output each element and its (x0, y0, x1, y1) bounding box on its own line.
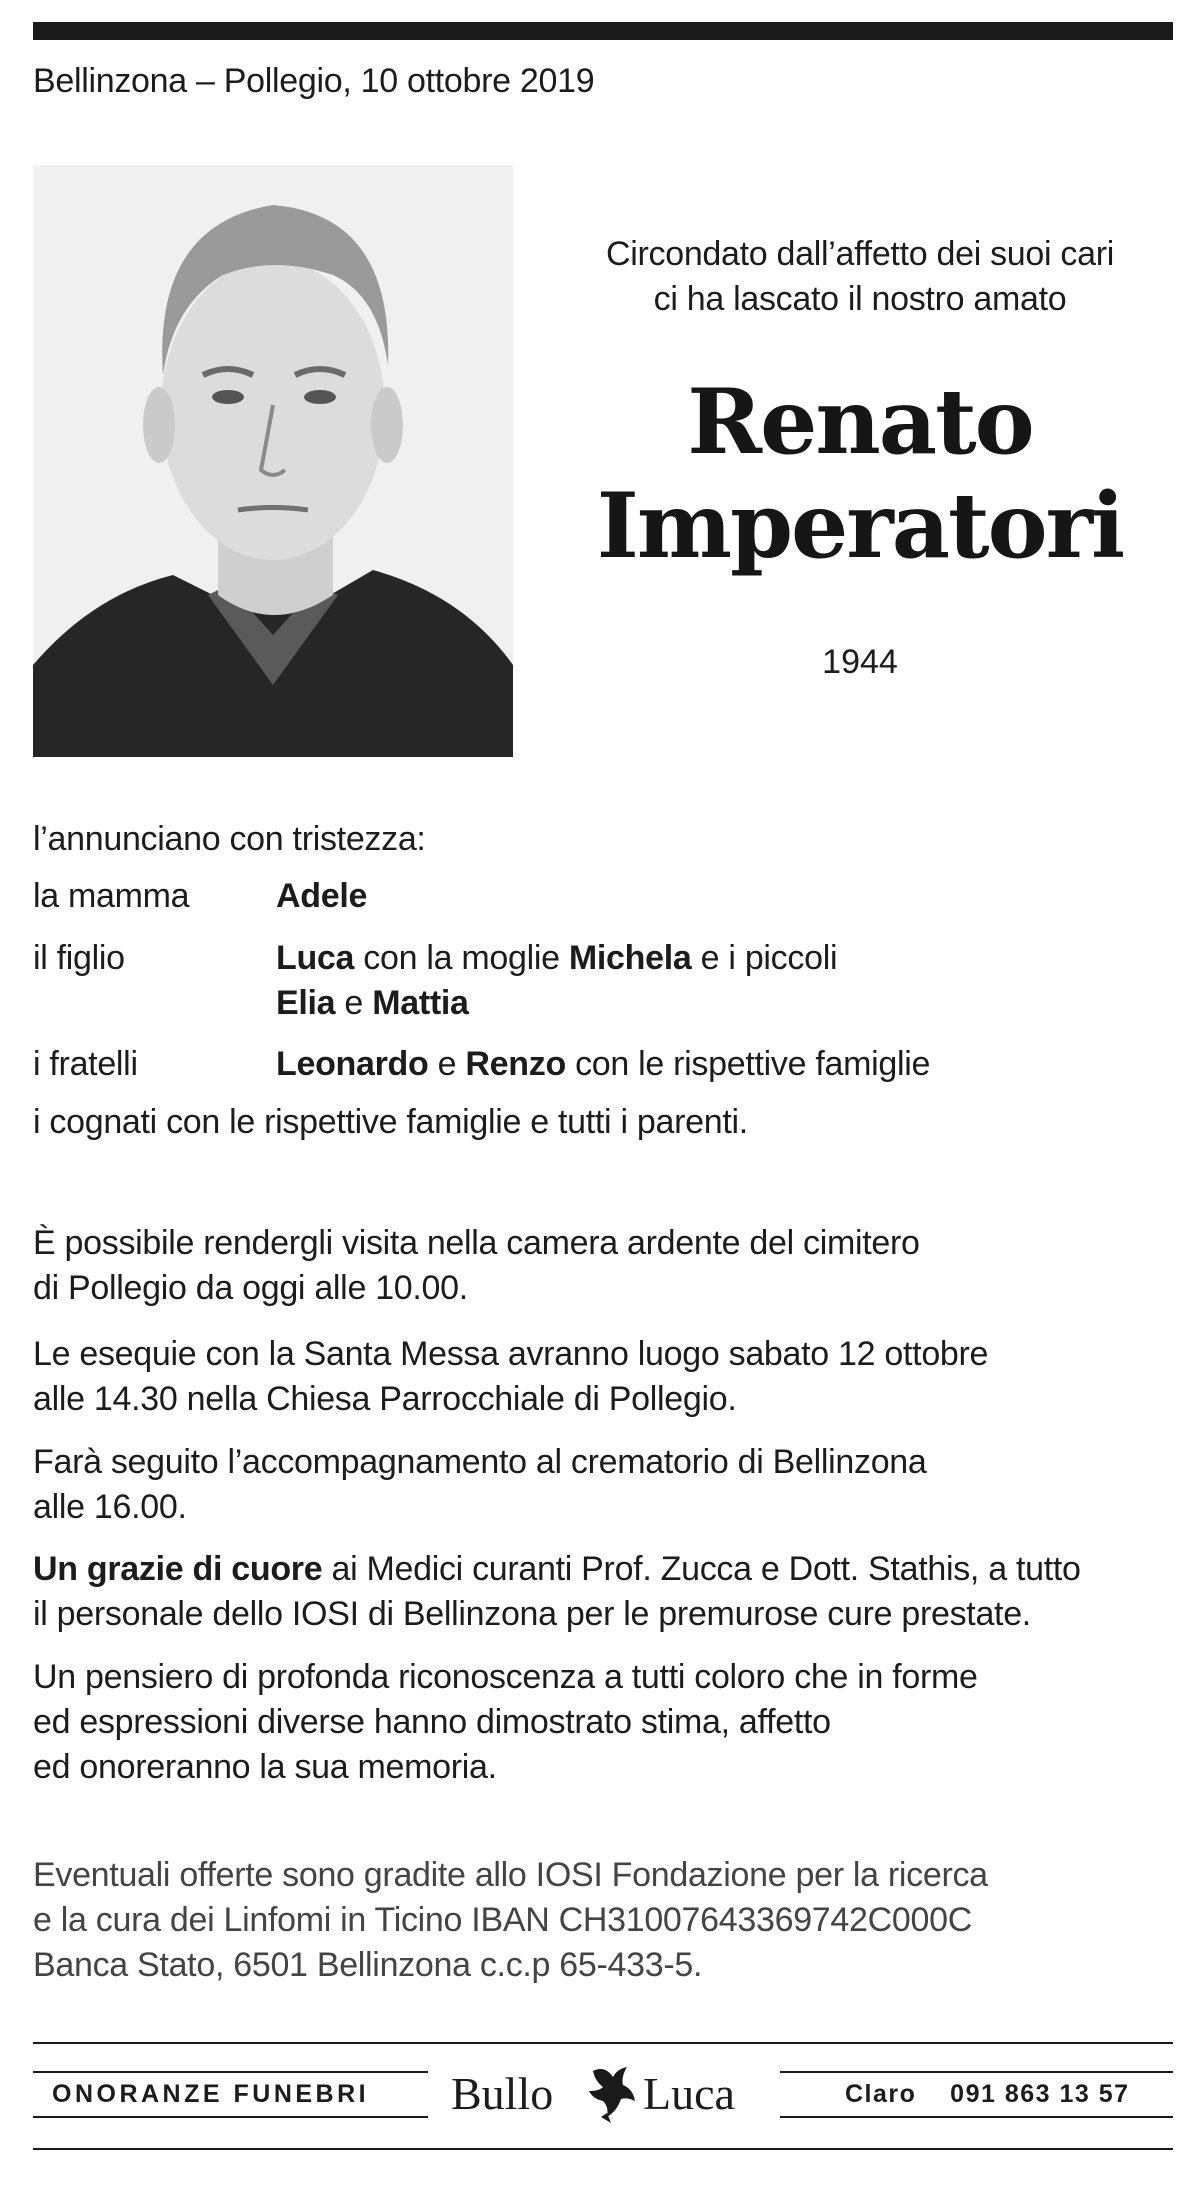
intro-text (560, 232, 1160, 322)
footer-right-lower-rule (780, 2116, 1173, 2118)
funeral-paragraph: Le esequie con la Santa Messa avranno luogo sabato 12 ottobre alle 14.30 nella Chiesa Parrocchiale di Pollegio. (33, 1335, 989, 1418)
family-row (33, 1042, 1173, 1087)
portrait-photo (33, 165, 513, 757)
birth-year: 1944 (822, 643, 898, 681)
place-date: Bellinzona – Pollegio, 10 ottobre 2019 (33, 62, 595, 100)
family-relatives: i cognati con le rispettive famiglie e tutti i parenti. (33, 1103, 748, 1141)
family-names: Leonardo e Renzo con le rispettive famiglie (276, 1045, 931, 1083)
footer-right-upper-rule (780, 2071, 1173, 2073)
brand-name-part: Luca (643, 2068, 735, 2119)
family-relation: la mamma (33, 877, 190, 915)
brand-name-part: Bullo (451, 2068, 554, 2119)
family-row (33, 874, 1173, 919)
announce-text: l’annunciano con tristezza: (33, 820, 426, 858)
first-name: Renato (687, 369, 1033, 475)
funeral-services-label: ONORANZE FUNEBRI (52, 2080, 370, 2108)
family-names: Luca con la moglie Michela e i piccoli Elia e Mattia (276, 939, 838, 1022)
donations-paragraph: Eventuali offerte sono gradite allo IOSI Fondazione per la ricerca e la cura dei Linfomi in Ticino IBAN CH31007643369742C000C Banca Stato, 6501 Bellinzona c.c.p 65-433-5. (33, 1856, 988, 1984)
contact-location-phone: Claro 091 863 13 57 (845, 2080, 1130, 2108)
footer-bottom-rule (33, 2148, 1173, 2150)
gratitude-paragraph: Un pensiero di profonda riconoscenza a tutti coloro che in forme ed espressioni diverse hanno dimostrato stima, affetto ed onoreranno la sua memoria. (33, 1658, 978, 1786)
family-relation: i fratelli (33, 1045, 138, 1083)
thanks-paragraph: Un grazie di cuore ai Medici curanti Prof. Zucca e Dott. Stathis, a tutto il personale dello IOSI di Bellinzona per le premurose cure prestate. (33, 1550, 1081, 1633)
family-names: Adele (276, 877, 368, 915)
visit-paragraph: È possibile rendergli visita nella camera ardente del cimitero di Pollegio da oggi alle 10.00. (33, 1224, 920, 1307)
family-row (33, 936, 1173, 1026)
family-relation: il figlio (33, 939, 125, 977)
funeral-home-logo (445, 2063, 775, 2133)
footer-left-upper-rule (33, 2071, 428, 2073)
intro-line: ci ha lascato il nostro amato (653, 280, 1067, 318)
deceased-name (540, 370, 1180, 578)
cremation-paragraph: Farà seguito l’accompagnamento al crematorio di Bellinzona alle 16.00. (33, 1443, 927, 1526)
last-name: Imperatori (596, 473, 1124, 579)
footer-top-rule (33, 2042, 1173, 2044)
intro-line: Circondato dall’affetto dei suoi cari (605, 235, 1114, 273)
dove-icon (587, 2063, 639, 2130)
top-rule (33, 22, 1173, 40)
footer-left-lower-rule (33, 2116, 428, 2118)
